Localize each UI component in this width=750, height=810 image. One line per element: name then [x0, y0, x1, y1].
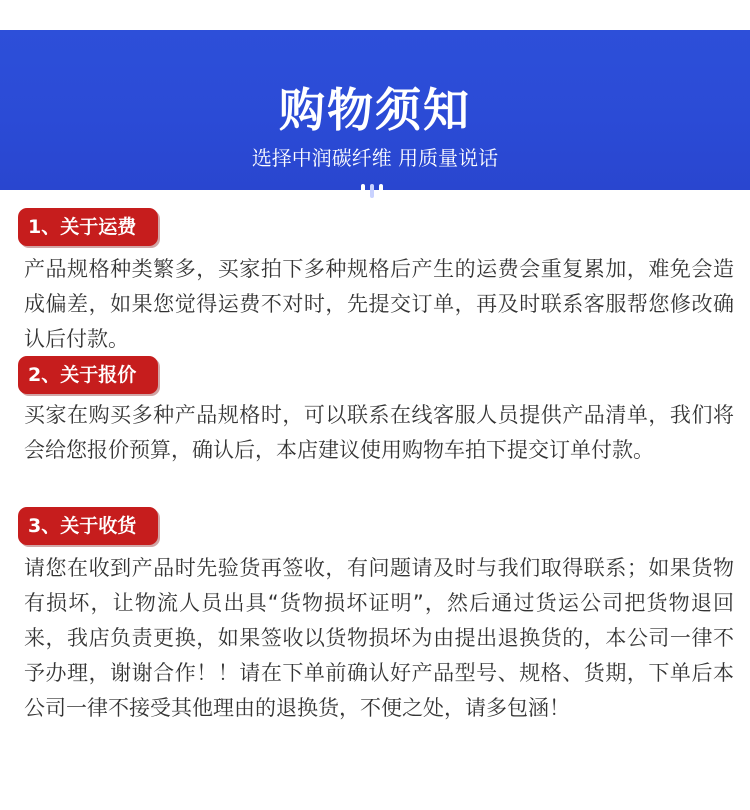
section-text-quote: 买家在购买多种产品规格时，可以联系在线客服人员提供产品清单，我们将会给您报价预算，确认后，本店建议使用购物车拍下提交订单付款。	[24, 403, 734, 462]
section-label-shipping: 1、关于运费	[18, 208, 158, 246]
section-label-receipt: 3、关于收货	[18, 507, 158, 545]
decorative-bars-icon	[361, 183, 388, 197]
section-text-shipping: 产品规格种类繁多，买家拍下多种规格后产生的运费会重复累加，难免会造成偏差，如果您觉得运费不对时，先提交订单，再及时联系客服帮您修改确认后付款。	[24, 257, 734, 351]
header-banner	[0, 30, 750, 190]
page-subtitle: 选择中润碳纤维 用质量说话	[251, 146, 499, 170]
section-label-quote: 2、关于报价	[18, 356, 158, 394]
page-title: 购物须知	[279, 83, 471, 137]
section-shipping	[18, 208, 738, 357]
section-receipt	[18, 507, 738, 726]
section-quote	[18, 356, 738, 468]
section-text-receipt: 请您在收到产品时先验货再签收，有问题请及时与我们取得联系；如果货物有损坏，让物流人员出具“货物损坏证明”，然后通过货运公司把货物退回来，我店负责更换，如果签收以货物损坏为由提出退换货的，本公司一律不予办理，谢谢合作！！请在下单前确认好产品型号、规格、货期，下单后本公司一律不接受其他理由的退换货，不便之处，请多包涵！	[24, 556, 734, 720]
